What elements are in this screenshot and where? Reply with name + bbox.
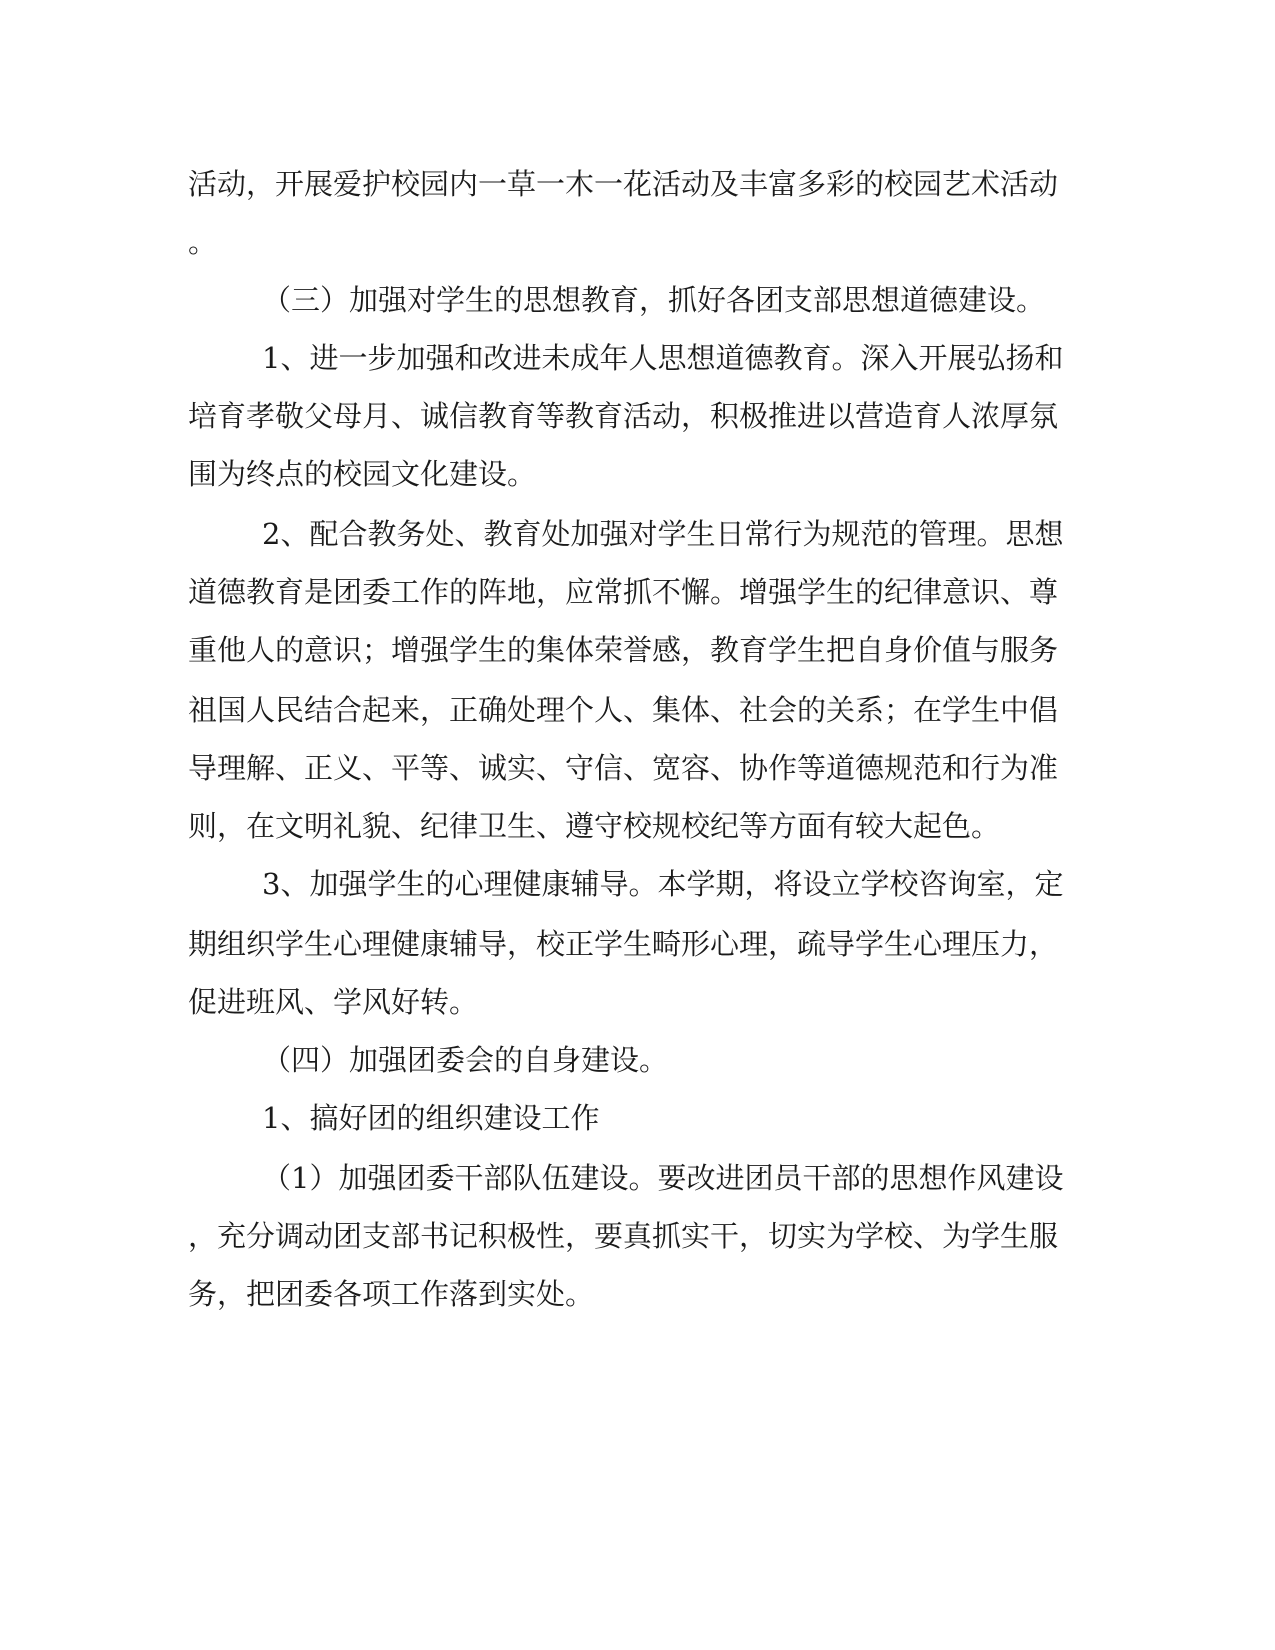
body-text-line: ，充分调动团支部书记积极性，要真抓实干，切实为学校、为学生服 <box>188 1219 1059 1253</box>
body-text-line: （1）加强团委干部队伍建设。要改进团员干部的思想作风建设 <box>262 1161 1064 1195</box>
body-text-line: 3、加强学生的心理健康辅导。本学期，将设立学校咨询室，定 <box>262 867 1064 901</box>
body-text-line: 则，在文明礼貌、纪律卫生、遵守校规校纪等方面有较大起色。 <box>188 809 1001 843</box>
body-text-line: 1、进一步加强和改进未成年人思想道德教育。深入开展弘扬和 <box>262 341 1064 375</box>
body-text-line: 促进班风、学风好转。 <box>188 985 479 1019</box>
body-text-line: 2、配合教务处、教育处加强对学生日常行为规范的管理。思想 <box>262 517 1064 551</box>
body-text-line: 活动，开展爱护校园内一草一木一花活动及丰富多彩的校园艺术活动 <box>188 167 1059 201</box>
body-text-line: 培育孝敬父母月、诚信教育等教育活动，积极推进以营造育人浓厚氛 <box>188 399 1059 433</box>
section-heading: （三）加强对学生的思想教育，抓好各团支部思想道德建设。 <box>262 283 1046 317</box>
body-text-line: 务，把团委各项工作落到实处。 <box>188 1277 595 1311</box>
body-text-line: 围为终点的校园文化建设。 <box>188 457 537 491</box>
section-heading: （四）加强团委会的自身建设。 <box>262 1043 669 1077</box>
body-text-line: 道德教育是团委工作的阵地，应常抓不懈。增强学生的纪律意识、尊 <box>188 575 1059 609</box>
subsection-heading: 1、搞好团的组织建设工作 <box>262 1101 600 1135</box>
body-text-line: 导理解、正义、平等、诚实、守信、宽容、协作等道德规范和行为准 <box>188 751 1059 785</box>
body-text-line: 祖国人民结合起来，正确处理个人、集体、社会的关系；在学生中倡 <box>188 693 1059 727</box>
body-text-line: 期组织学生心理健康辅导，校正学生畸形心理，疏导学生心理压力， <box>188 927 1059 961</box>
body-text-line: 。 <box>188 225 218 259</box>
body-text-line: 重他人的意识；增强学生的集体荣誉感，教育学生把自身价值与服务 <box>188 633 1059 667</box>
